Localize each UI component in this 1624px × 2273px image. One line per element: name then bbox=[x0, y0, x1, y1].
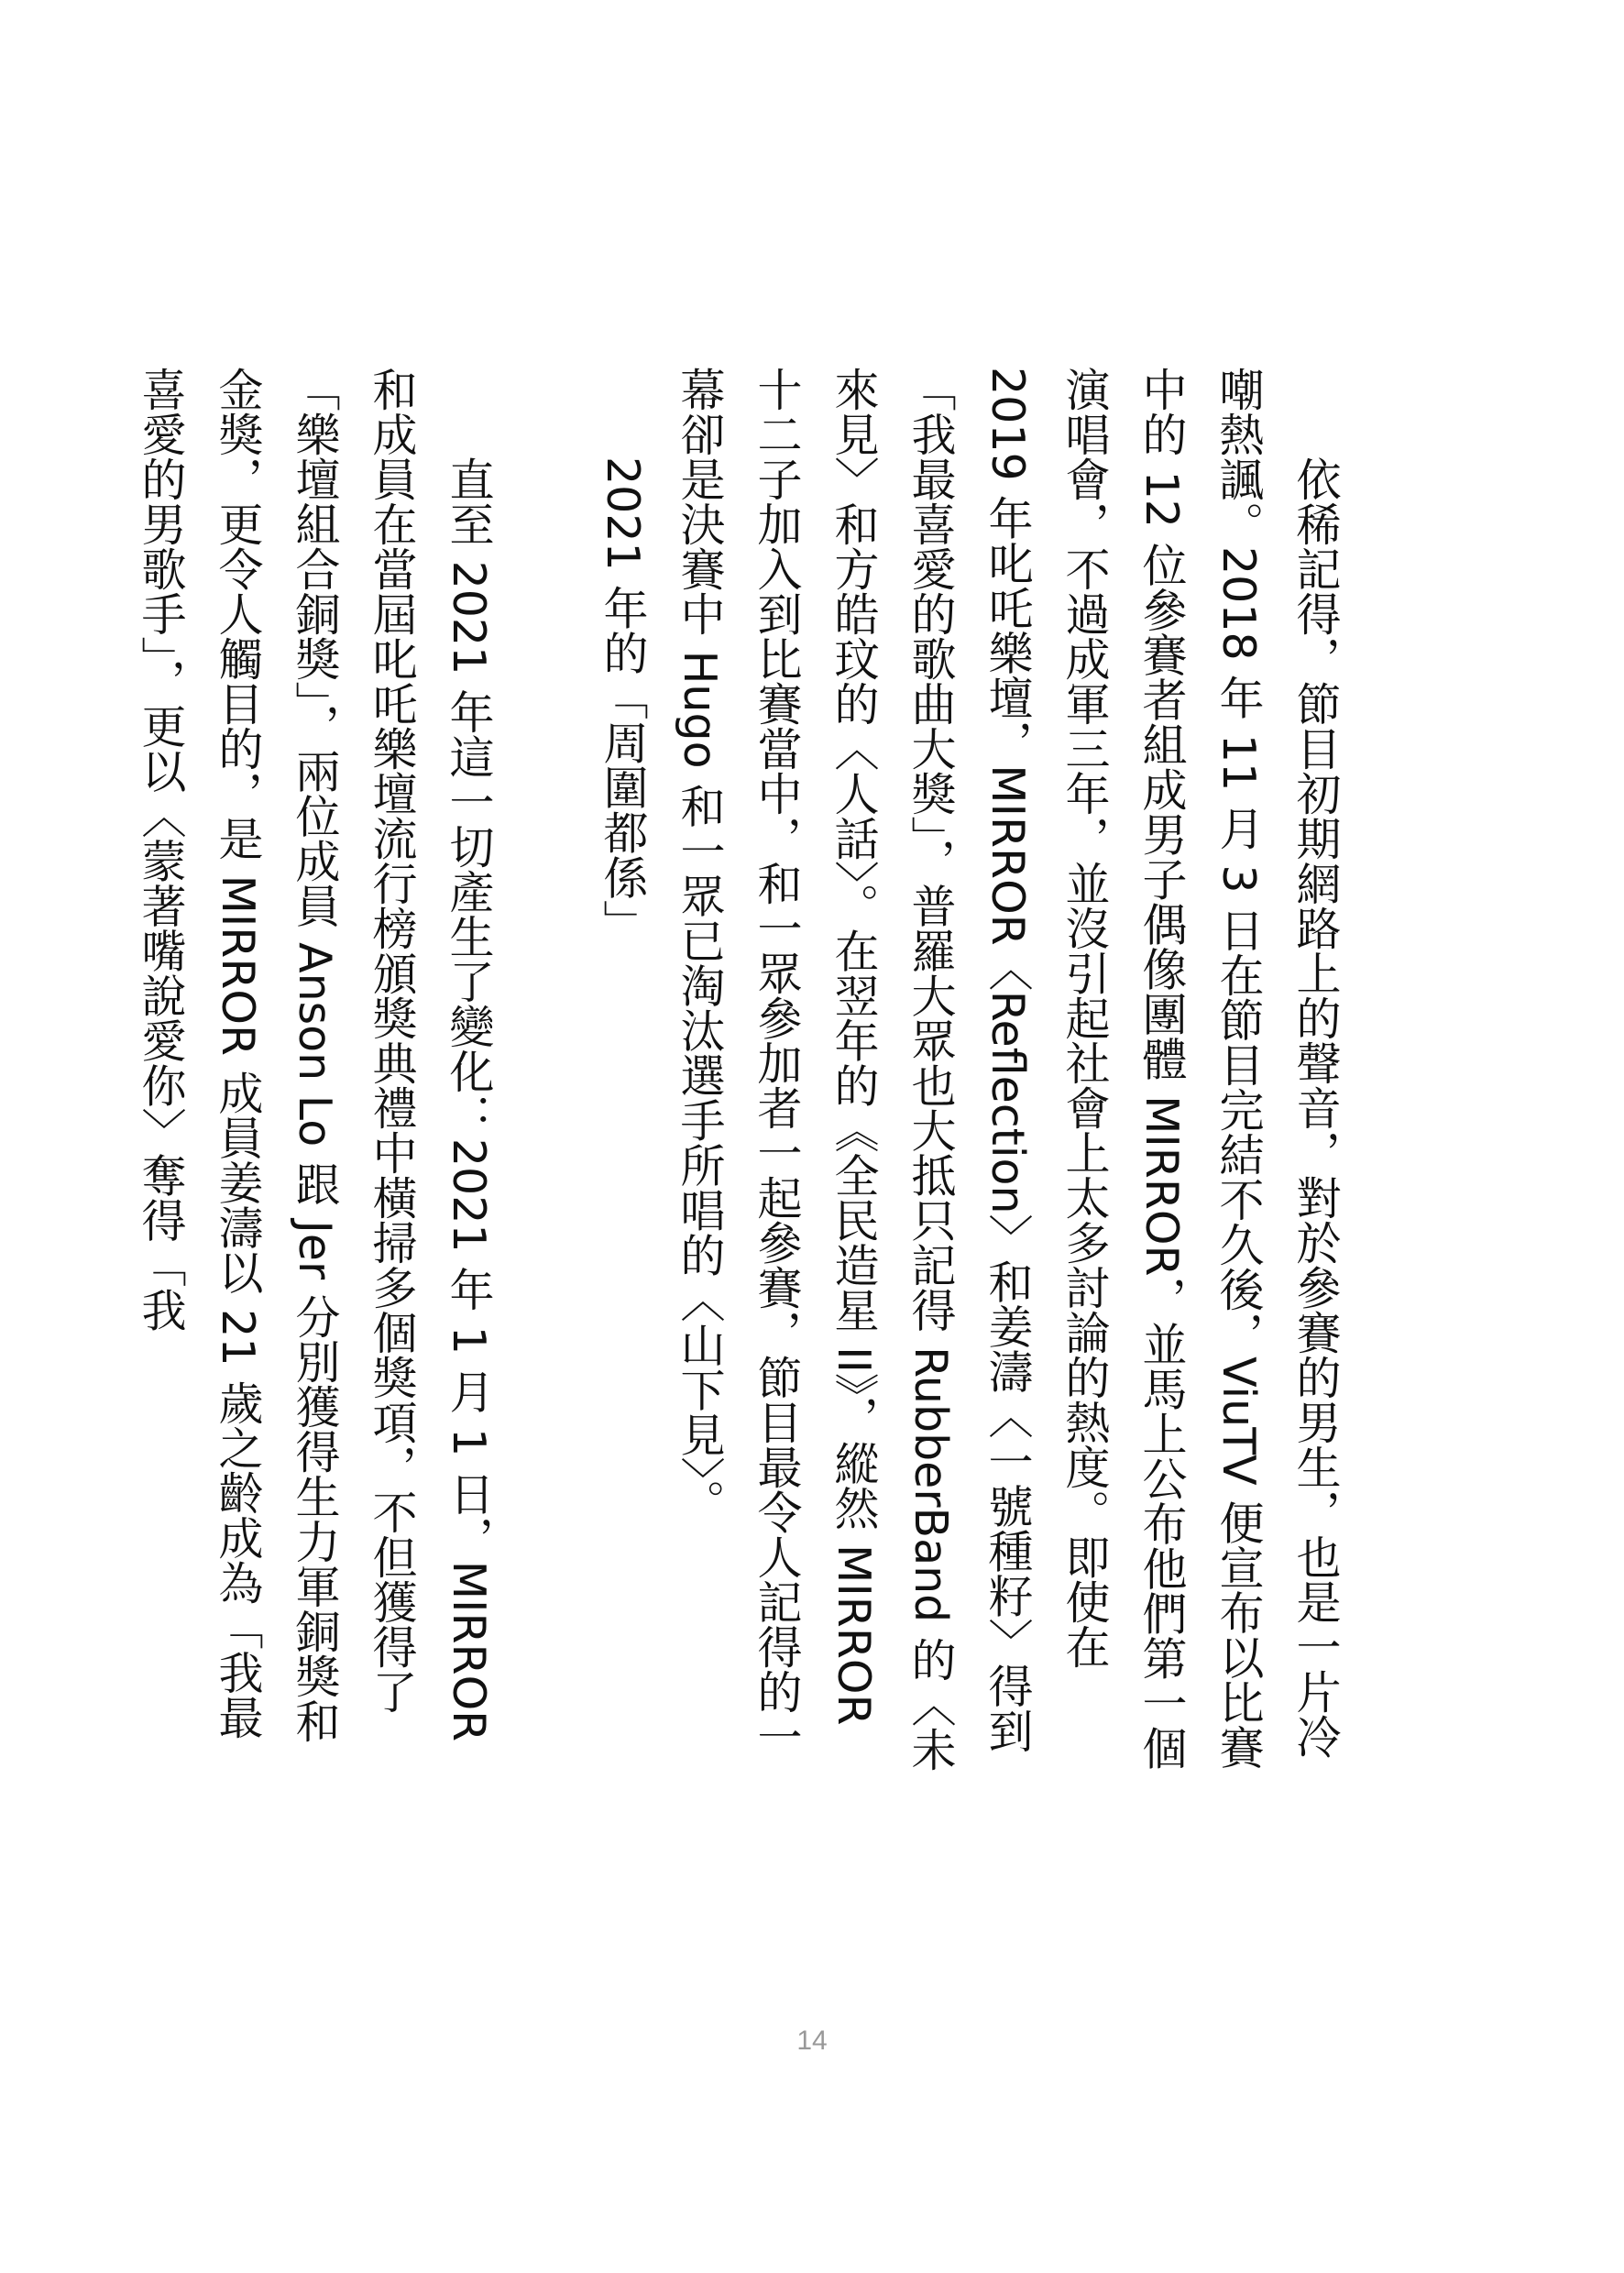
page-number: 14 bbox=[796, 2026, 828, 2056]
section-heading: 2021 年的「周圍都係」 bbox=[597, 456, 649, 945]
paragraph-2021: 直至 2021 年這一切產生了變化：2021 年 1 月 1 日，MIRROR 和成員在當屆叱吒樂壇流行榜頒獎典禮中橫掃多個獎項，不但獲得了「樂壇組合銅獎」，兩位成員 Anson Lo 跟 Jer 分別獲得生力軍銅獎和金獎，更令人觸目的，是 MIRROR 成員姜濤以 21 歲之齡成為「我最喜愛的男歌手」，更以〈蒙著嘴說愛你〉奪得「我 bbox=[135, 367, 495, 1743]
paragraph-intro: 依稀記得，節目初期網路上的聲音，對於參賽的男生，也是一片冷嘲熱諷。2018 年 11 月 3 日在節目完結不久後，ViuTV 便宣布以比賽中的 12 位參賽者組成男子偶像團體 MIRROR，並馬上公布他們第一個演唱會，不過成軍三年，並沒引起社會上太多討論的熱度。即使在 2019 年叱吒樂壇，MIRROR〈Reflection〉和姜濤〈一號種籽〉得到「我最喜愛的歌曲大獎」，普羅大眾也大抵只記得 RubberBand 的〈未來見〉和方皓玟的〈人話〉。在翌年的《全民造星 II》，縱然 MIRROR 十二子加入到比賽當中，和一眾參加者一起參賽，節目最令人記得的一幕卻是決賽中 Hugo 和一眾已淘汰選手所唱的〈山下見〉。 bbox=[674, 367, 1342, 1772]
vertical-text-block bbox=[135, 367, 1354, 1778]
